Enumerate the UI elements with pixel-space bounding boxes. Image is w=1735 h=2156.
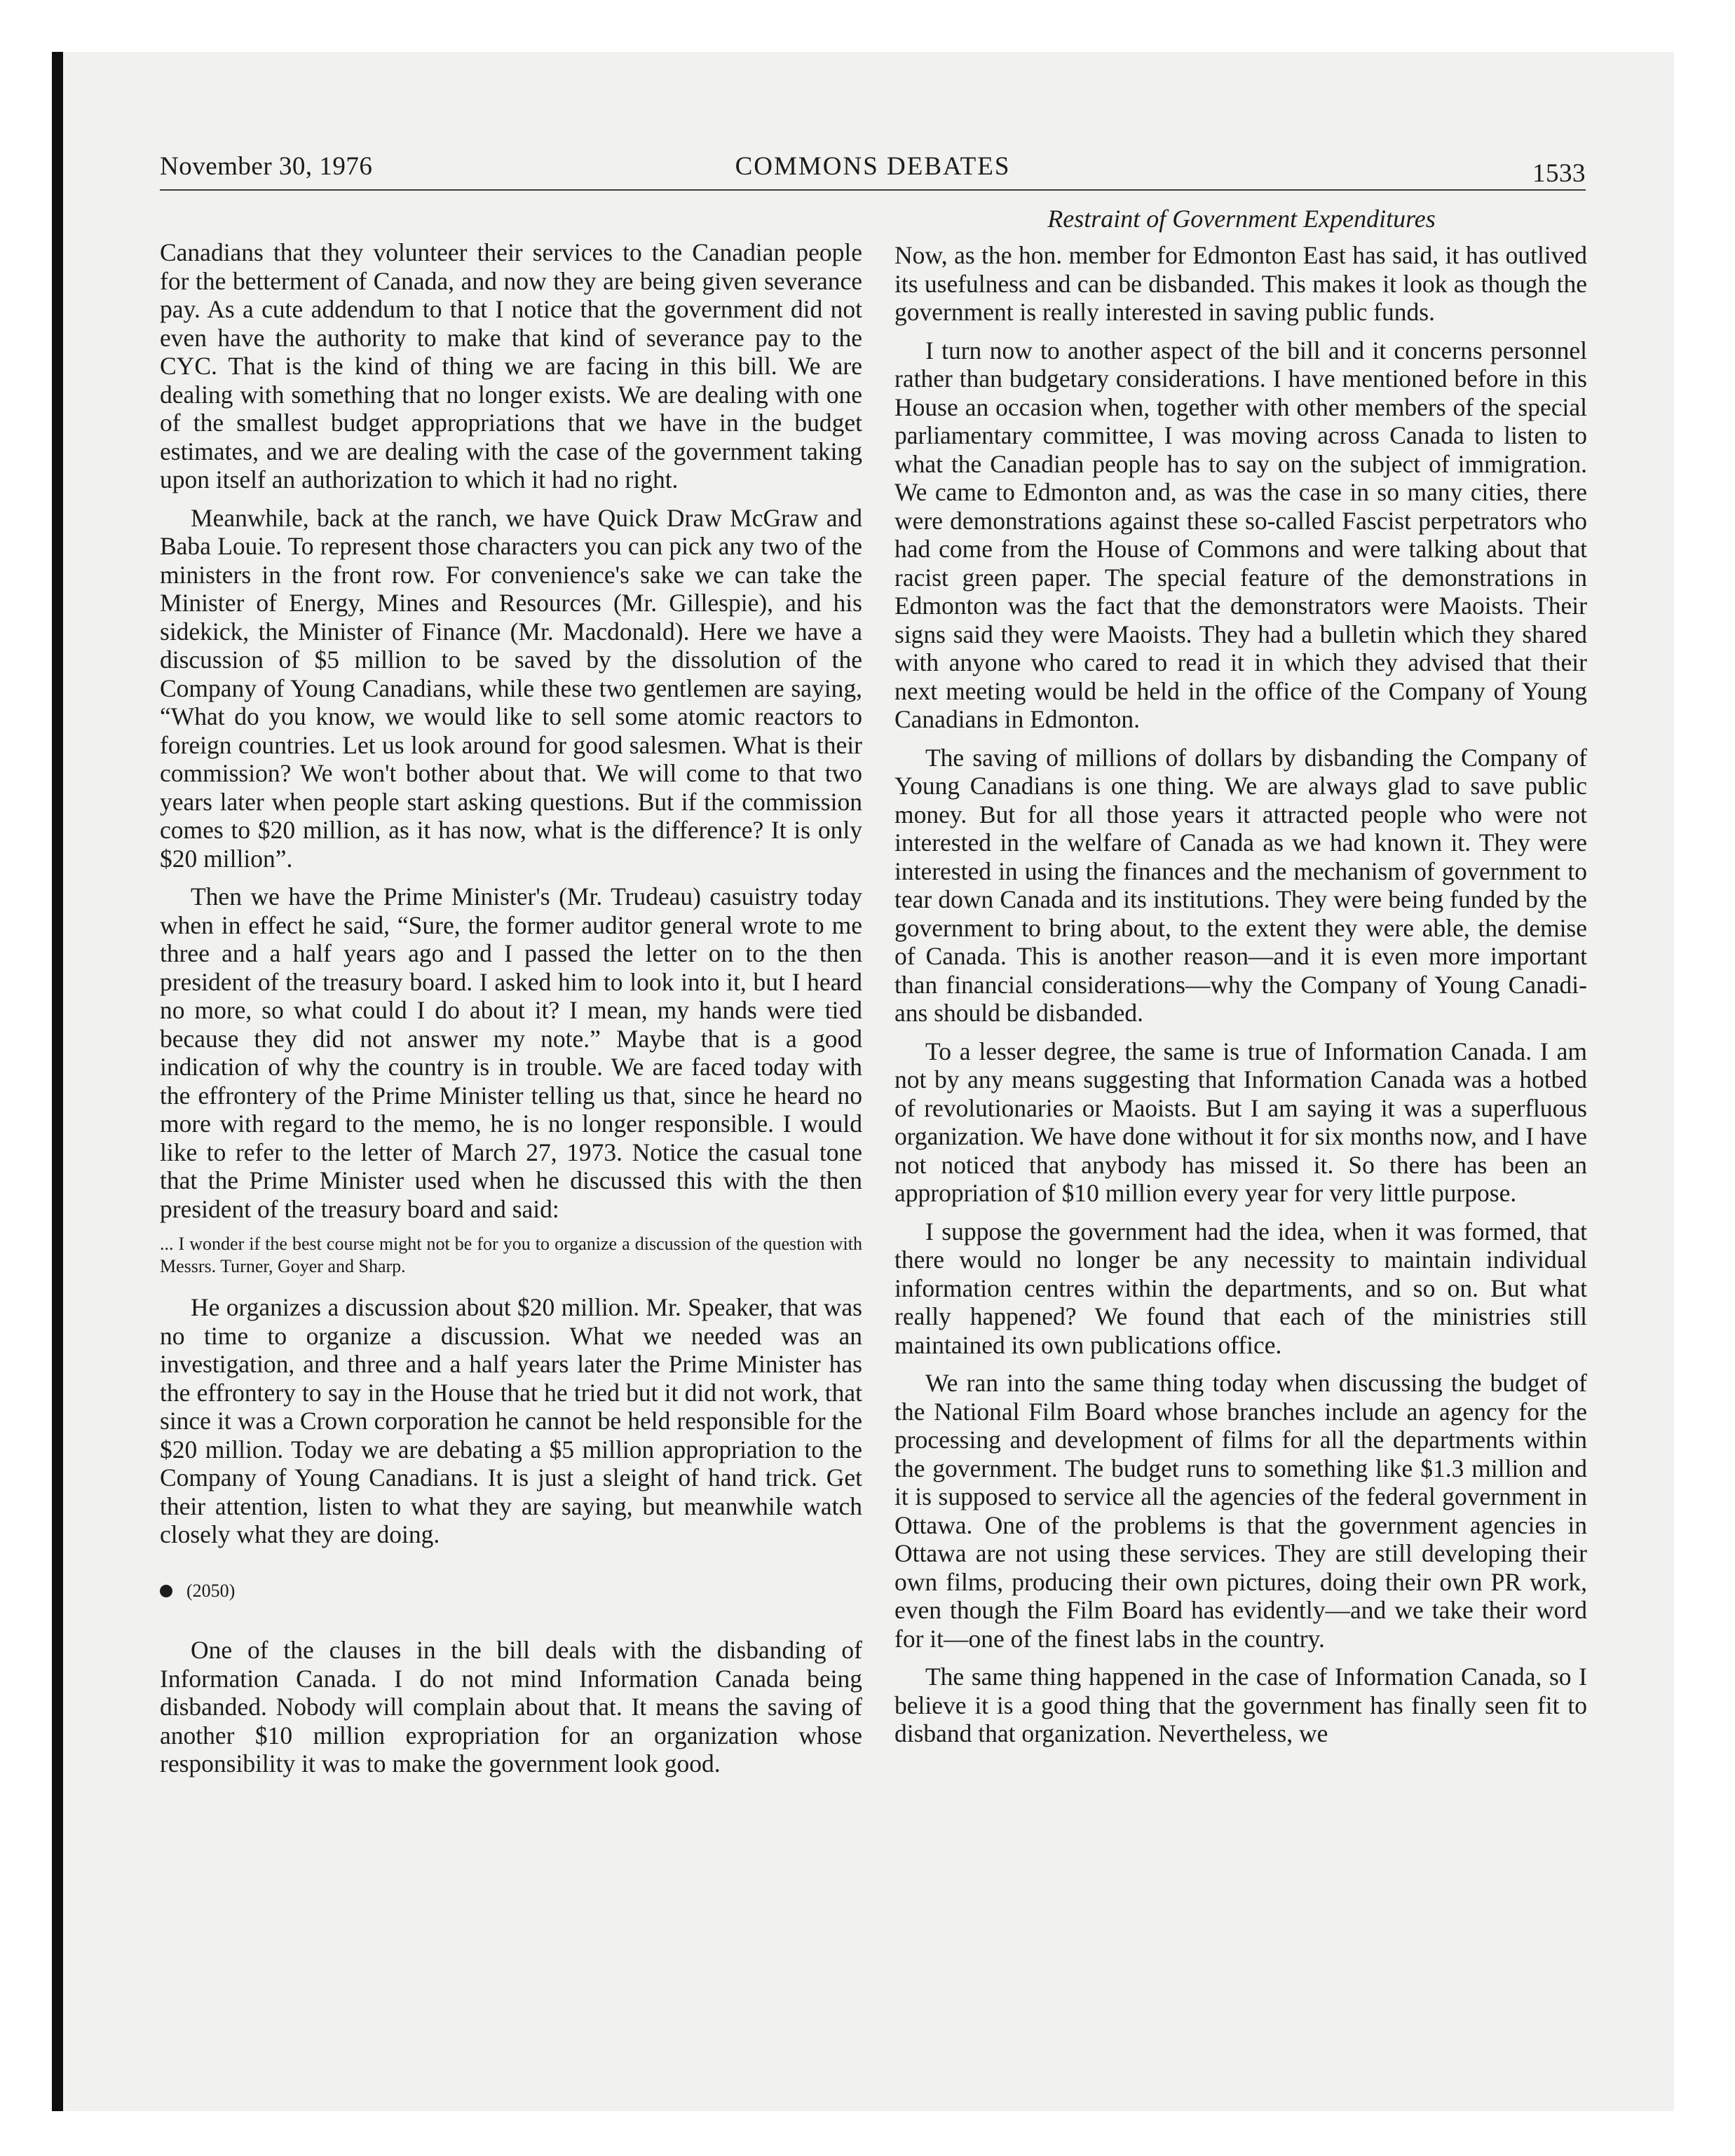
paragraph: Meanwhile, back at the ranch, we have Quick Draw McGraw and Baba Louie. To represent those characters you can pick any two of the ministers in the front row. For convenience's sake we can take the Minister of Energy, Mines and Resources (Mr. Gillespie), and his sidekick, the Minister of Finance (Mr. Macdonald). Here we have a discussion of $5 million to be saved by the dissolution of the Company of Young Canadians, while these two gentlemen are saying, “What do you know, we would like to sell some atomic reactors to foreign countries. Let us look around for good salesmen. What is their commission? We won't bother about that. We will come to that two years later when people start asking questions. But if the commission comes to $20 million, as it has now, what is the difference? It is only $20 million”. xyxy=(160,503,862,873)
paragraph: The saving of millions of dollars by disbanding the Company of Young Canadians is one thing. We are always glad to save public money. But for all those years it attracted people who were not interested in the welfare of Canada as we had known it. They were interested in using the finances and the mechanism of government to tear down Canada and its institutions. They were being funded by the government to bring about, to the extent they were able, the demise of Canada. This is another reason—and it is even more important than financial considerations—why the Company of Young Canadians should be disbanded. xyxy=(894,743,1587,1027)
paragraph: I suppose the government had the idea, when it was formed, that there would no longer be any necessity to maintain individual information centres within the departments, and so on. But what really happened? We found that each of the ministries still maintained its own publications office. xyxy=(894,1217,1587,1359)
paragraph: He organizes a discussion about $20 million. Mr. Speaker, that was no time to organize a discussion. What we needed was an investigation, and three and a half years later the Prime Minister has the effrontery to say in the House that he tried but it did not work, that since it was a Crown corporation he cannot be held responsible for the $20 million. Today we are debating a $5 million appropriation to the Company of Young Canadians. It is just a sleight of hand trick. Get their attention, listen to what they are saying, but meanwhile watch closely what they are doing. xyxy=(160,1293,862,1548)
time-marker xyxy=(160,1577,862,1606)
paragraph: Canadians that they volunteer their services to the Canadian people for the betterment of Canada, and now they are being given severance pay. As a cute addendum to that I notice that the government did not even have the authority to make that kind of severance pay to the CYC. That is the kind of thing we are facing in this bill. We are dealing with something that no longer exists. We are dealing with one of the smallest budget appropriations that we have in the budget estimates, and we are dealing with the case of the government taking upon itself an authorization to which it had no right. xyxy=(160,238,862,493)
header-date: November 30, 1976 xyxy=(160,152,373,181)
page-number: 1533 xyxy=(1532,159,1586,188)
left-column xyxy=(160,238,862,1788)
binding-edge xyxy=(52,52,63,2111)
paragraph: To a lesser degree, the same is true of Information Canada. I am not by any means suggesting that Information Canada was a hotbed of revolutionaries or Maoists. But I am saying it was a superfluous organization. We have done without it for six months now, and I have not noticed that anybody has missed it. So there has been an appropriation of $10 million every year for very little purpose. xyxy=(894,1037,1587,1207)
paragraph: Then we have the Prime Minister's (Mr. Trudeau) casuistry today when in effect he said, “Sure, the former auditor general wrote to me three and a half years ago and I passed the letter on to the then president of the treasury board. I asked him to look into it, but I heard no more, so what could I do about it? I mean, my hands were tied because they did not answer my note.” Maybe that is a good indication of why the country is in trouble. We are faced today with the effrontery of the Prime Minister telling us that, since he heard no more with regard to the memo, he is no longer responsible. I would like to refer to the letter of March 27, 1973. Notice the casual tone that the Prime Minister used when he discussed this with the then president of the treasury board and said: xyxy=(160,882,862,1223)
subject-heading: Restraint of Government Expenditures xyxy=(1047,205,1436,233)
paragraph: The same thing happened in the case of Information Canada, so I believe it is a good thing that the government has finally seen fit to disband that organization. Nevertheless, we xyxy=(894,1663,1587,1747)
running-header xyxy=(160,149,1586,191)
paragraph: We ran into the same thing today when discussing the budget of the National Film Board whose branches include an agency for the processing and development of films for all the departments within the government. The budget runs to something like $1.3 million and it is supposed to service all the agencies of the federal government in Ottawa. One of the problems is that the government agencies in Ottawa are not using these services. They are still developing their own films, producing their own pictures, doing their own PR work, even though the Film Board has evidently—and we take their word for it—one of the finest labs in the country. xyxy=(894,1369,1587,1653)
right-column xyxy=(894,241,1587,1758)
block-quote: ... I wonder if the best course might not be for you to organize a discussion of the question with Messrs. Turner, Goyer and Sharp. xyxy=(160,1234,862,1276)
time-marker-label: (2050) xyxy=(186,1580,236,1601)
bullet-icon xyxy=(160,1585,172,1597)
header-title: COMMONS DEBATES xyxy=(735,152,1011,181)
paragraph: I turn now to another aspect of the bill and it concerns personnel rather than budgetary considerations. I have mentioned before in this House an occasion when, together with other members of the special parliamentary committee, I was moving across Canada to listen to what the Canadian people has to say on the subject of immigration. We came to Edmonton and, as was the case in so many cities, there were demonstrations against these so-called Fascist perpetrators who had come from the House of Commons and were talking about that racist green paper. The special feature of the demonstrations in Edmonton was the fact that the demonstrators were Maoists. Their signs said they were Maoists. They had a bulletin which they shared with anyone who cared to read it in which they advised that their next meeting would be held in the office of the Company of Young Canadians in Edmonton. xyxy=(894,336,1587,733)
paragraph: Now, as the hon. member for Edmonton East has said, it has outlived its usefulness and can be disbanded. This makes it look as though the government is really interested in saving public funds. xyxy=(894,241,1587,326)
paragraph: One of the clauses in the bill deals with the disbanding of Information Canada. I do not mind Information Canada being disbanded. Nobody will complain about that. It means the saving of another $10 million expropriation for an organization whose responsibility it was to make the government look good. xyxy=(160,1636,862,1778)
